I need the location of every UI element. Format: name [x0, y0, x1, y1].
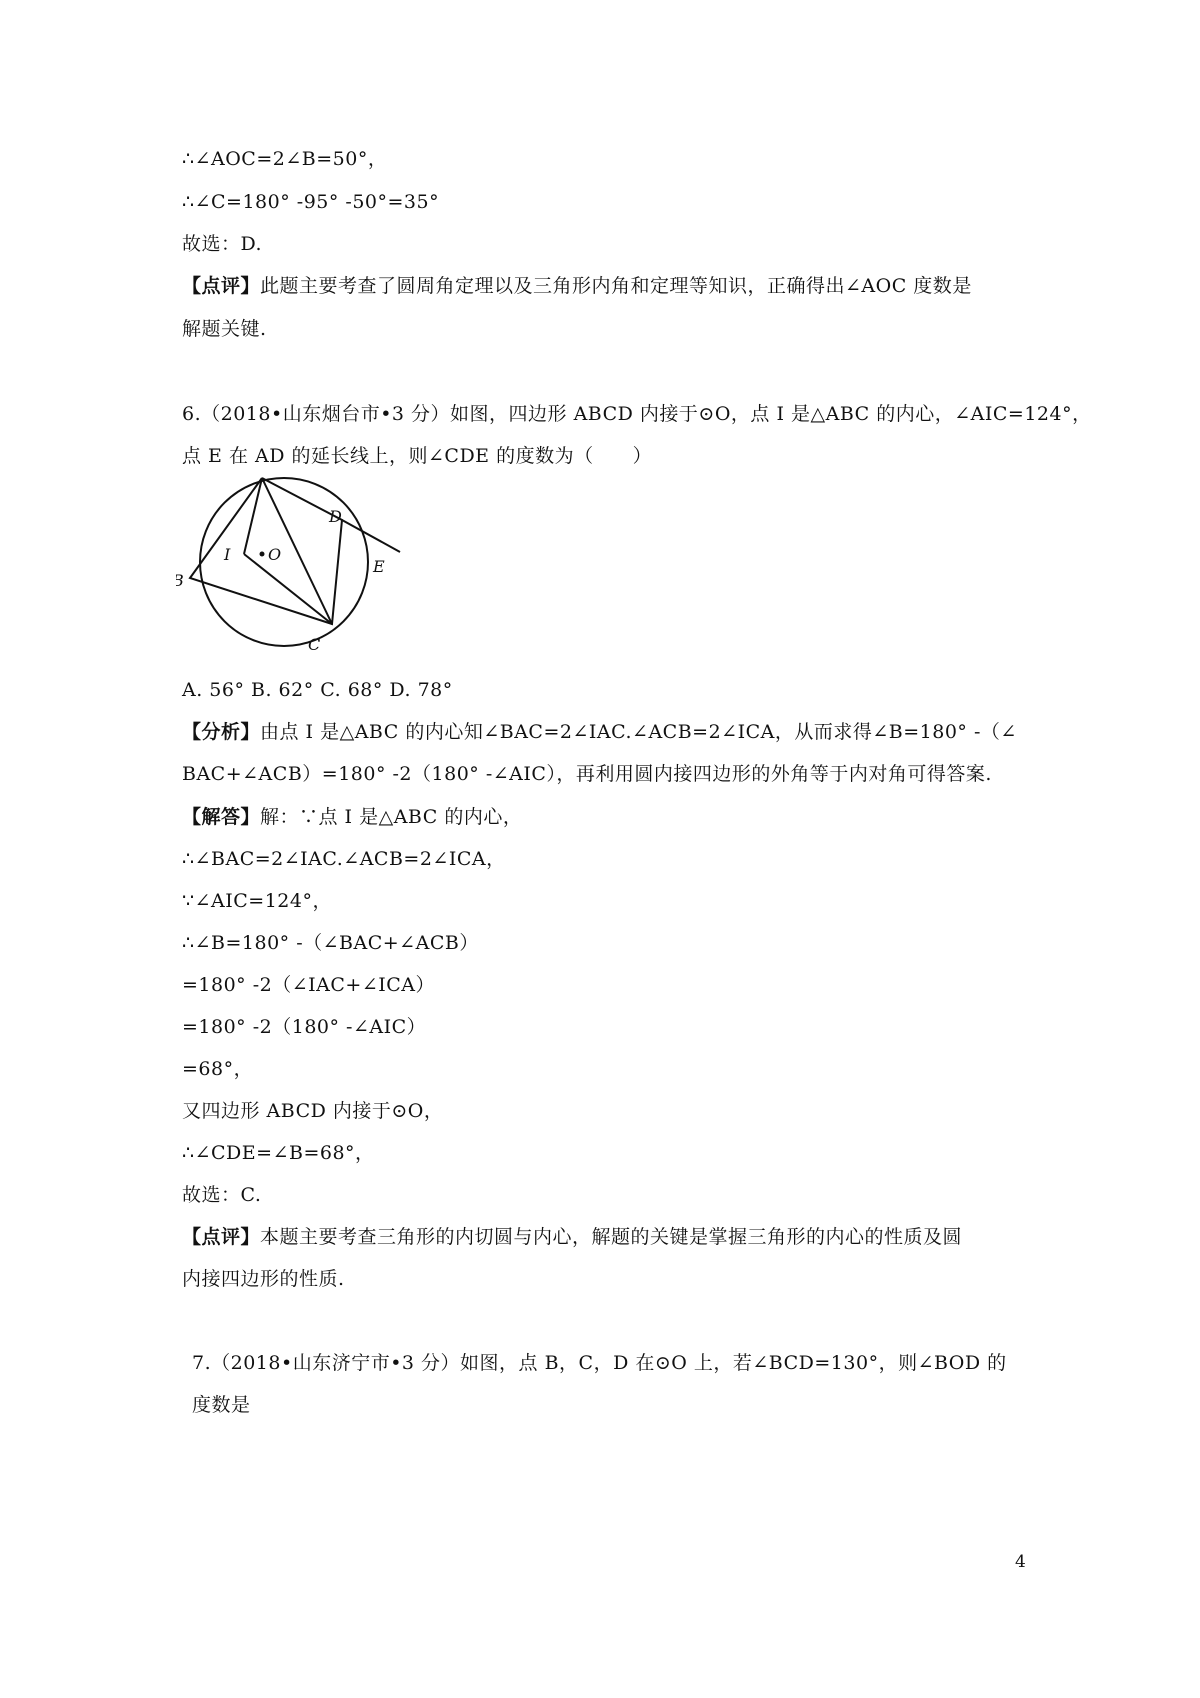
question-stem: 点 E 在 AD 的延长线上，则∠CDE 的度数为（ ） [182, 445, 653, 467]
quadrilateral-abcd [190, 478, 342, 624]
label-i: I [224, 545, 231, 564]
solution-line: ∴∠C=180° -95° -50°=35° [182, 191, 440, 213]
segment-de [342, 520, 400, 552]
analysis-tag: 【分析】 [182, 721, 261, 743]
label-a [234, 474, 248, 476]
solution-line: ∴∠BAC=2∠IAC.∠ACB=2∠ICA， [182, 848, 506, 870]
comment-line [182, 274, 972, 298]
solution-line: ∴∠AOC=2∠B=50°， [182, 148, 388, 170]
label-e: E [373, 557, 385, 576]
solution-line: =68°， [182, 1058, 254, 1080]
solution-line: =180° -2（∠IAC+∠ICA） [182, 974, 436, 996]
comment-line: 解题关键. [182, 318, 267, 340]
solution-tag: 【解答】 [182, 806, 261, 828]
comment-line: 内接四边形的性质. [182, 1268, 345, 1290]
comment-tag: 【点评】 [182, 275, 261, 297]
solution-line: 又四边形 ABCD 内接于⊙O， [182, 1100, 444, 1122]
comment-text: 本题主要考查三角形的内切圆与内心，解题的关键是掌握三角形的内心的性质及圆 [260, 1226, 963, 1248]
label-c: C [308, 635, 321, 654]
comment-tag: 【点评】 [182, 1226, 261, 1248]
solution-line: =180° -2（180° -∠AIC） [182, 1016, 427, 1038]
circle-quadrilateral-diagram [176, 474, 426, 654]
answer-options: A. 56° B. 62° C. 68° D. 78° [182, 679, 453, 701]
label-b [176, 571, 184, 590]
analysis-text: 由点 I 是△ABC 的内心知∠BAC=2∠IAC.∠ACB=2∠ICA，从而求得∠B=180° -（∠ [260, 721, 1017, 743]
center-dot-o [260, 552, 265, 557]
geometry-figure [176, 474, 426, 654]
comment-line [182, 1225, 962, 1249]
analysis-line: BAC+∠ACB）=180° -2（180° -∠AIC），再利用圆内接四边形的外角等于内对角可得答案. [182, 763, 992, 785]
label-d: D [329, 507, 342, 526]
answer-line: 故选：C. [182, 1184, 262, 1206]
answer-line: 故选：D. [182, 233, 263, 255]
question-stem: 6.（2018•山东烟台市•3 分）如图，四边形 ABCD 内接于⊙O，点 I 是△ABC 的内心，∠AIC=124°， [182, 403, 1092, 425]
solution-line: ∴∠CDE=∠B=68°， [182, 1142, 375, 1164]
solution-line [182, 805, 522, 829]
label-o: O [268, 545, 282, 564]
analysis-line [182, 720, 1017, 744]
solution-line: ∴∠B=180° -（∠BAC+∠ACB） [182, 932, 479, 954]
solution-text: 解：∵点 I 是△ABC 的内心， [260, 806, 523, 828]
solution-line: ∵∠AIC=124°， [182, 890, 332, 912]
question-stem: 7.（2018•山东济宁市•3 分）如图，点 B，C，D 在⊙O 上，若∠BCD=130°，则∠BOD 的 [192, 1352, 1007, 1374]
question-stem: 度数是 [192, 1394, 251, 1416]
segment-ic [244, 554, 332, 624]
comment-text: 此题主要考查了圆周角定理以及三角形内角和定理等知识，正确得出∠AOC 度数是 [260, 275, 972, 297]
page-number: 4 [1015, 1552, 1026, 1572]
